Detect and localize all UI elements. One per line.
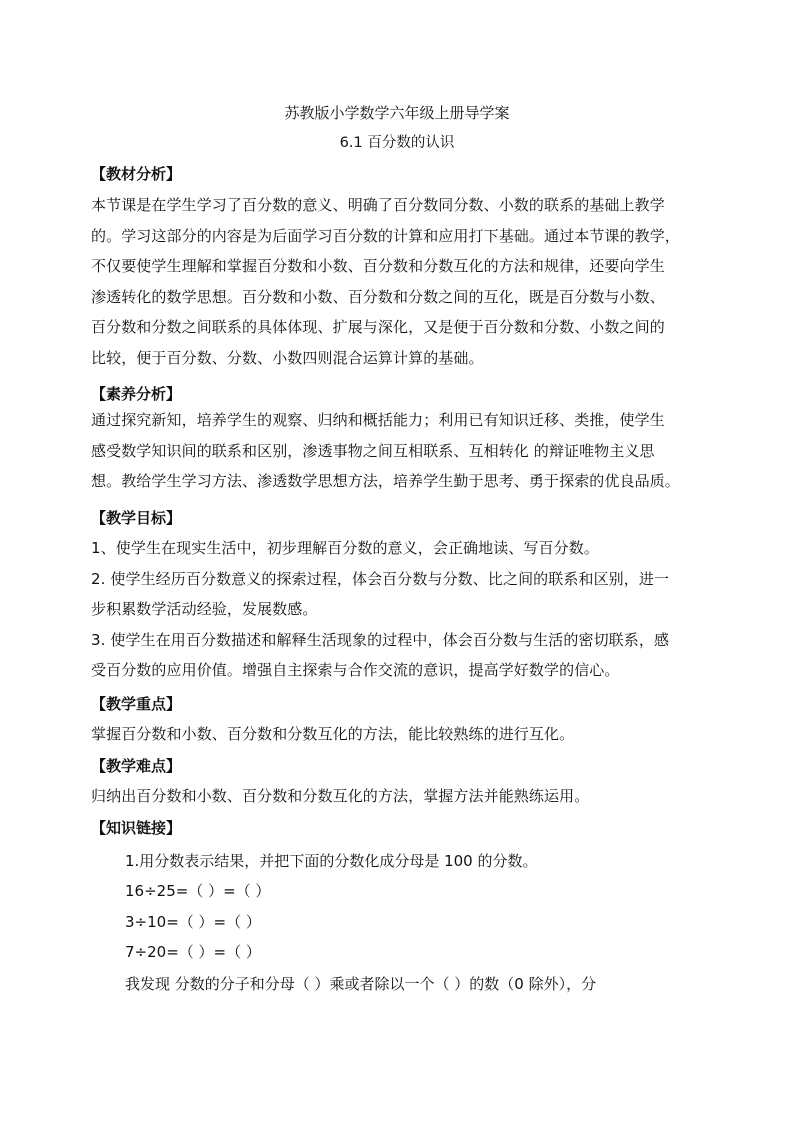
equation-16-div-25: 16÷25=（ ）=（ ）: [125, 882, 271, 900]
heading-textbook-analysis: 【教材分析】: [91, 165, 182, 183]
heading-difficulties: 【教学难点】: [91, 757, 182, 775]
heading-knowledge-links: 【知识链接】: [91, 819, 182, 837]
question-1-text: 1.用分数表示结果，并把下面的分数化成分母是 100 的分数。: [125, 852, 538, 870]
text-line: 百分数和分数之间联系的具体体现、扩展与深化，又是便于百分数和分数、小数之间的: [91, 318, 665, 337]
text-line: 步积累数学活动经验，发展数感。: [91, 600, 318, 619]
text-line: 本节课是在学生学习了百分数的意义、明确了百分数同分数、小数的联系的基础上教学: [91, 196, 665, 214]
text-line: 比较，便于百分数、分数、小数四则混合运算计算的基础。: [91, 348, 484, 367]
text-line: 感受数学知识间的联系和区别，渗透事物之间互相联系、互相转化 的辩证唯物主义思: [91, 441, 655, 460]
document-title: 苏教版小学数学六年级上册导学案: [284, 104, 510, 122]
equation-7-div-20: 7÷20=（ ）=（ ）: [125, 943, 261, 961]
text-line: 归纳出百分数和小数、百分数和分数互化的方法，掌握方法并能熟练运用。: [91, 787, 590, 805]
paragraph-teaching-goals: [91, 533, 711, 686]
text-line: 不仅要使学生理解和掌握百分数和小数、百分数和分数互化的方法和规律，还要向学生: [91, 257, 665, 276]
document-subtitle: 6.1 百分数的认识: [339, 135, 455, 151]
text-line: 渗透转化的数学思想。百分数和小数、百分数和分数之间的互化，既是百分数与小数、: [91, 287, 665, 306]
text-line: 掌握百分数和小数、百分数和分数互化的方法，能比较熟练的进行互化。: [91, 725, 575, 743]
text-line: 2. 使学生经历百分数意义的探索过程，体会百分数与分数、比之间的联系和区别，进一: [91, 569, 670, 588]
text-line: 通过探究新知，培养学生的观察、归纳和概括能力；利用已有知识迁移、类推，使学生: [91, 411, 665, 429]
text-line: 受百分数的应用价值。增强自主探索与合作交流的意识，提高学好数学的信心。: [91, 661, 620, 680]
paragraph-literacy-analysis: [91, 405, 711, 497]
text-line: 的。学习这部分的内容是为后面学习百分数的计算和应用打下基础。通过本节课的教学，: [91, 226, 680, 245]
heading-teaching-goals: 【教学目标】: [91, 509, 182, 527]
heading-key-points: 【教学重点】: [91, 695, 182, 713]
text-line: 3. 使学生在用百分数描述和解释生活现象的过程中，体会百分数与生活的密切联系，感: [91, 630, 670, 649]
finding-text: 我发现 分数的分子和分母（ ）乘或者除以一个（ ）的数（0 除外），分: [125, 975, 597, 993]
equation-3-div-10: 3÷10=（ ）=（ ）: [125, 913, 261, 931]
paragraph-textbook-analysis: [91, 190, 711, 374]
paragraph-key-points: [91, 719, 711, 750]
paragraph-difficulties: [91, 781, 711, 812]
text-line: 1、使学生在现实生活中，初步理解百分数的意义，会正确地读、写百分数。: [91, 539, 599, 557]
heading-literacy-analysis: 【素养分析】: [91, 385, 182, 403]
text-line: 想。教给学生学习方法、渗透数学思想方法，培养学生勤于思考、勇于探索的优良品质。: [91, 472, 680, 491]
